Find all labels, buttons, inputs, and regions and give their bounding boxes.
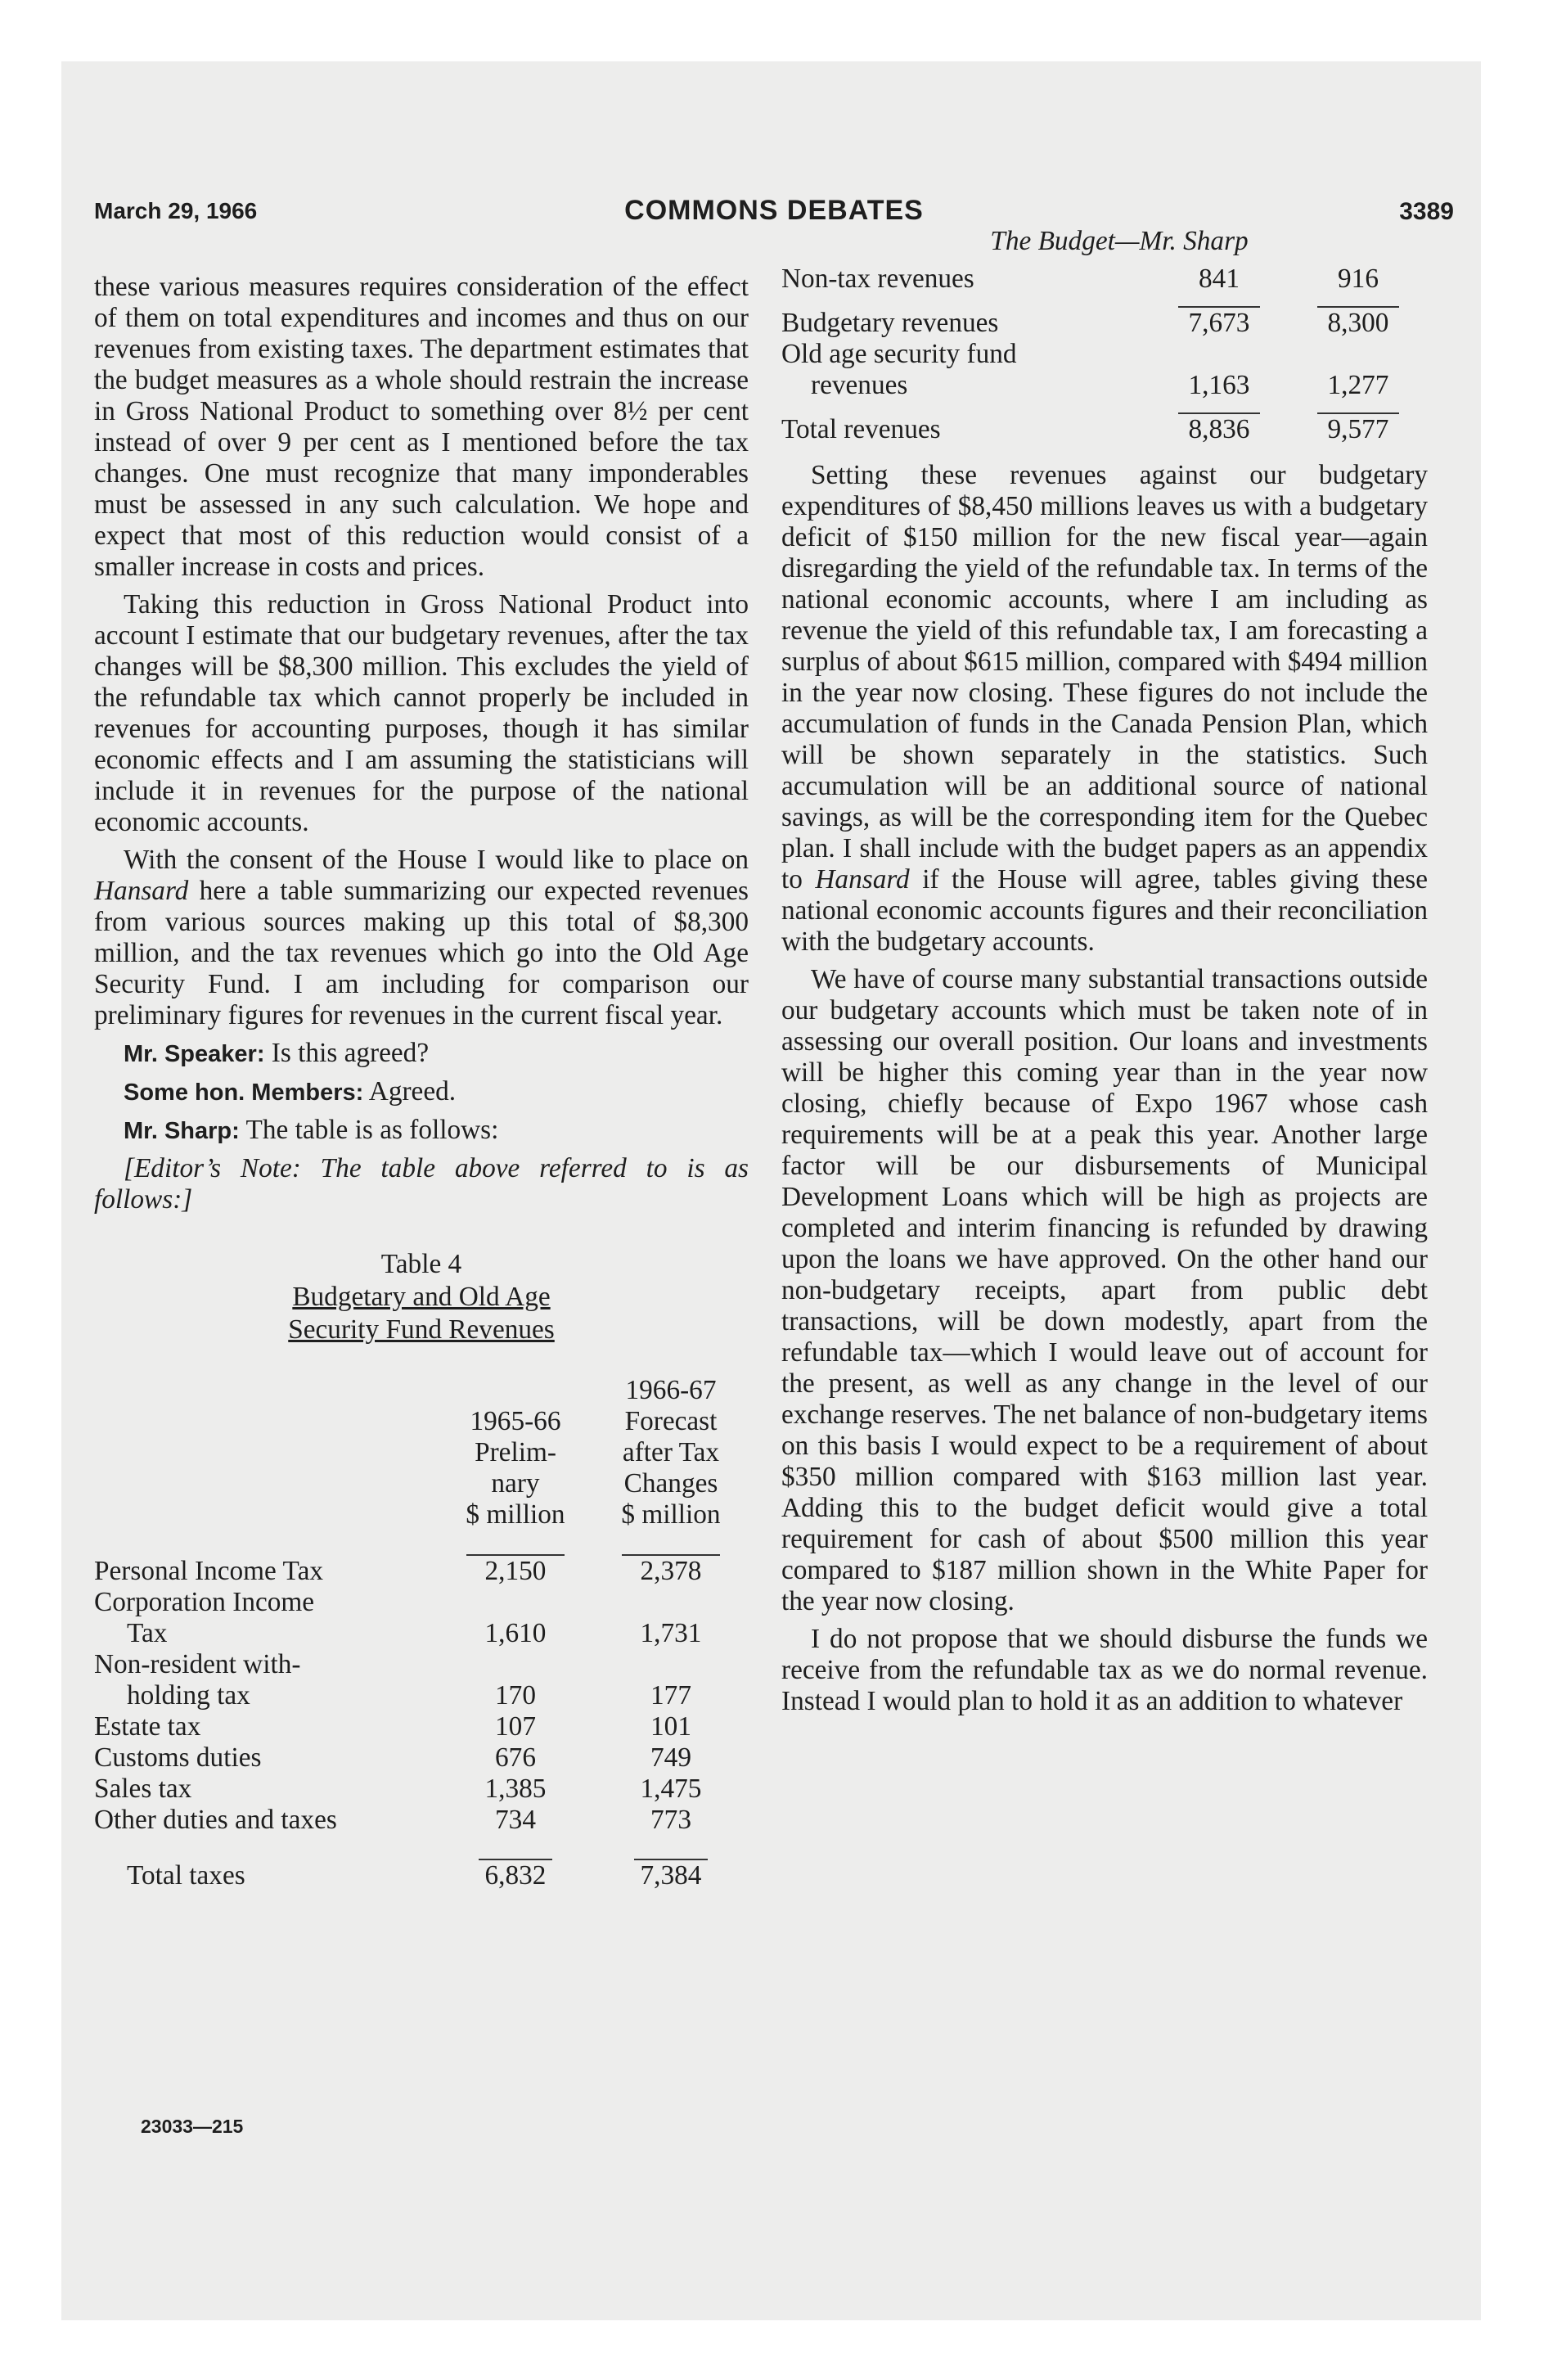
table-total-row: Total taxes 6,832 7,384 — [127, 1860, 702, 1891]
table-row: Other duties and taxes 734 773 — [94, 1805, 691, 1835]
table-row: Tax 1,610 1,731 — [127, 1618, 702, 1648]
revenue-summary-table — [781, 264, 1428, 445]
table-row: holding tax 170 177 — [127, 1680, 691, 1711]
paragraph — [781, 460, 1428, 958]
header-title: COMMONS DEBATES — [624, 195, 924, 226]
paragraph-text: With the consent of the House I would like to place on — [124, 845, 749, 875]
table-title-line: Budgetary and Old Age — [292, 1282, 551, 1312]
table-title-line: Security Fund Revenues — [288, 1314, 555, 1345]
table-row: revenues 1,163 1,277 — [811, 370, 1389, 400]
table-rule — [94, 1836, 749, 1860]
hansard-ref: Hansard — [94, 876, 189, 906]
speaker-name: Mr. Speaker: — [124, 1041, 265, 1067]
table-rule — [94, 1531, 749, 1556]
section-heading: The Budget—Mr. Sharp — [990, 226, 1249, 256]
table-row: Sales tax 1,385 1,475 — [94, 1774, 702, 1804]
paragraph: I do not propose that we should disburse the funds we receive from the refundable tax as we do normal revenue. Instead I would plan to hold it as an addition to whatever — [781, 1624, 1428, 1716]
column-header-1965-66: 1965-66 Prelim- nary $ million — [466, 1406, 565, 1530]
table-title-block — [94, 1248, 749, 1346]
speaker-line — [94, 1076, 749, 1108]
paragraph-text: if the House will agree, tables giving these national economic accounts figures and their reconciliation with the budgetary accounts. — [781, 864, 1429, 957]
table-row: Non-tax revenues 841 916 — [781, 264, 1379, 294]
right-column — [781, 226, 1428, 1724]
table-header-row — [94, 1374, 749, 1531]
paragraph: Taking this reduction in Gross National Product into account I estimate that our budgetary revenues, after the tax changes will be $8,300 million. This excludes the yield of the refundable tax which cannot properly be included in revenues for accounting purposes, though it has similar economic effects and I am assuming the statisticians will include it in revenues for the purpose of the national economic accounts. — [94, 589, 749, 837]
table-row: Estate tax 107 101 — [94, 1711, 691, 1742]
page-number: 3389 — [1399, 198, 1454, 225]
footer-code: 23033—215 — [141, 2116, 244, 2137]
table-row: Customs duties 676 749 — [94, 1742, 691, 1773]
column-header-1966-67: 1966-67 Forecast after Tax Changes $ million — [621, 1375, 721, 1530]
table-total-row: Total revenues 8,836 9,577 — [781, 414, 1389, 444]
speaker-text: Is this agreed? — [264, 1038, 430, 1068]
paragraph — [94, 845, 749, 1031]
paragraph: We have of course many substantial transactions outside our budgetary accounts which must be taken note of in assessing our overall position. Our loans and investments will be higher this coming year than in the year now closing, chiefly because of Expo 1967 whose cash requirements will be at a peak this year. Another large factor will be our disbursements of Municipal Development Loans which will be high as projects are completed and interim financing is refunded by drawing upon the loans we have approved. On the other hand our non-budgetary receipts, apart from public debt transactions, will be down modestly, apart from the refundable tax—which I would leave out of account for the present, as well as any change in the level of our exchange reserves. The net balance of non-budgetary items on this basis I would expect to be a requirement of about $350 million compared with $163 million last year. Adding this to the budget deficit would give a total requirement for cash of about $500 million this year compared to $187 million shown in the White Paper for the year now closing. — [781, 964, 1428, 1616]
speaker-name: Mr. Sharp: — [124, 1118, 240, 1144]
table-rule — [781, 295, 1428, 308]
table-label: Table 4 — [380, 1249, 462, 1279]
paragraph: these various measures requires consideration of the effect of them on total expenditures and incomes and thus on our revenues from existing taxes. The department estimates that the budget measures as a whole should restrain the increase in Gross National Product to something over 8½ per cent instead of over 9 per cent as I mentioned before the tax changes. One must recognize that many imponderables must be assessed in any such calculation. We hope and expect that most of this reduction would consist of a smaller increase in costs and prices. — [94, 272, 749, 582]
editor-note: [Editor’s Note: The table above referred to is as follows:] — [94, 1153, 749, 1215]
speaker-line — [94, 1115, 749, 1147]
page-header — [94, 190, 1454, 229]
header-date: March 29, 1966 — [94, 198, 258, 223]
table-row: Corporation Income — [94, 1587, 315, 1617]
speaker-text: The table is as follows: — [239, 1115, 499, 1145]
speaker-line — [94, 1038, 749, 1070]
table-row: Old age security fund — [781, 339, 1017, 369]
table-row: Personal Income Tax 2,150 2,378 — [94, 1556, 702, 1586]
table-row: Non-resident with- — [94, 1649, 301, 1679]
paragraph-text: Setting these revenues against our budgetary expenditures of $8,450 millions leaves us with a budgetary deficit of $150 million for the new fiscal year—again disregarding the yield of the refundable tax. In terms of the national economic accounts, where I am including as revenue the yield of this refundable tax, I am forecasting a surplus of about $615 million, compared with $494 million in the year now closing. These figures do not include the accumulation of funds in the Canada Pension Plan, which will be shown separately in the statistics. Such accumulation will be an additional source of national savings, as will be the corresponding item for the Quebec plan. I shall include with the budget papers as an appendix to — [781, 460, 1428, 895]
hansard-ref: Hansard — [815, 864, 910, 895]
speaker-name: Some hon. Members: — [124, 1080, 364, 1106]
table-rule — [781, 401, 1428, 414]
revenue-table — [94, 1374, 749, 1891]
left-column — [94, 272, 749, 1891]
speaker-text: Agreed. — [363, 1076, 457, 1107]
table-row: Budgetary revenues 7,673 8,300 — [781, 308, 1389, 338]
paragraph-text: here a table summarizing our expected revenues from various sources making up this total of $8,300 million, and the tax revenues which go into the Old Age Security Fund. I am including for comparison our preliminary figures for revenues in the current fiscal year. — [94, 876, 749, 1030]
